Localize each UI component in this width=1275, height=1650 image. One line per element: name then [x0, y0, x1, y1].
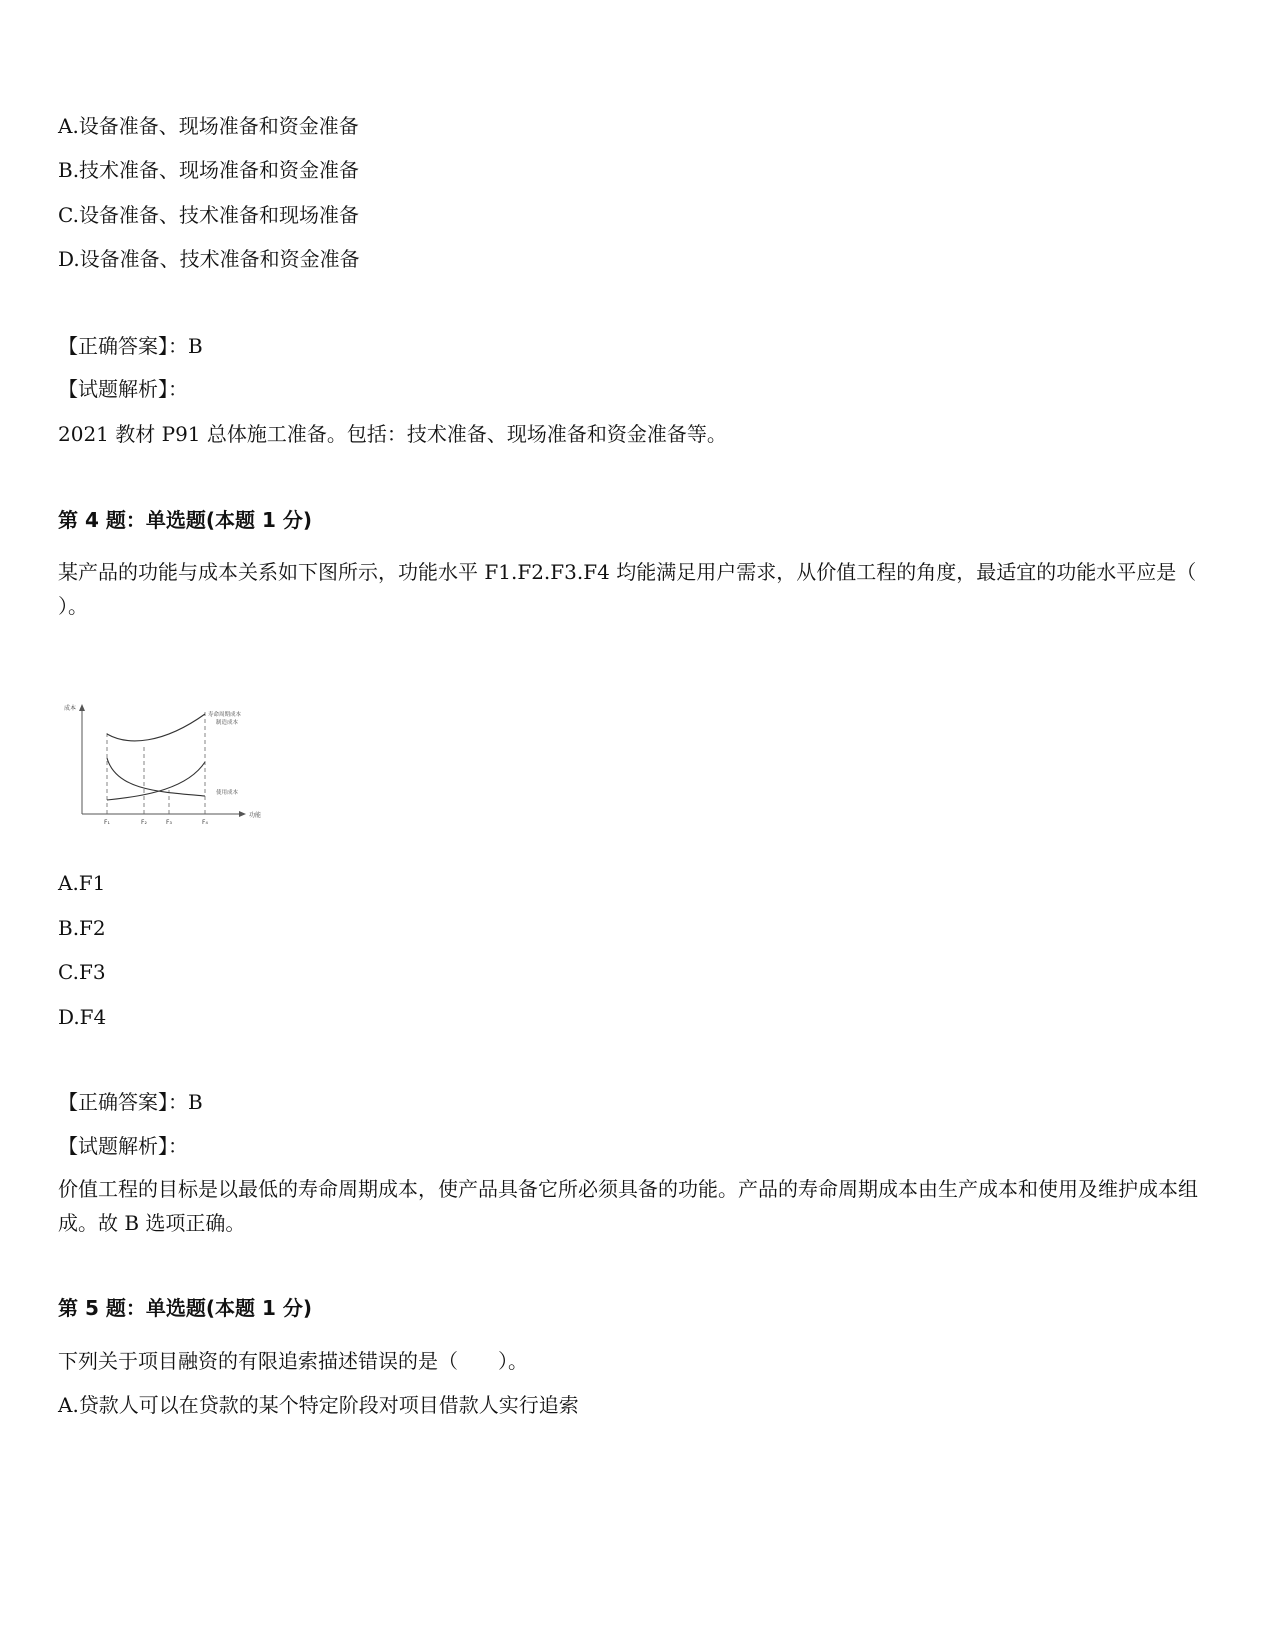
q3-option-c: C.设备准备、技术准备和现场准备 [58, 203, 359, 227]
q3-option-d: D.设备准备、技术准备和资金准备 [58, 247, 360, 271]
q3-answer: 【正确答案】：B [58, 334, 203, 358]
q4-option-b: B.F2 [58, 916, 106, 940]
q3-option-b: B.技术准备、现场准备和资金准备 [58, 158, 360, 182]
q3-analysis: 2021 教材 P91 总体施工准备。包括：技术准备、现场准备和资金准备等。 [58, 422, 727, 446]
x-tick-f1: F₁ [104, 819, 110, 826]
q4-option-a: A.F1 [58, 871, 106, 895]
x-tick-f4: F₄ [202, 819, 208, 826]
x-tick-f2: F₂ [141, 819, 147, 826]
usage-cost-label: 使用成本 [216, 790, 239, 796]
q5-heading: 第 5 题：单选题(本题 1 分) [58, 1296, 312, 1320]
lifecycle-cost-curve [107, 714, 205, 741]
q5-stem: 下列关于项目融资的有限追索描述错误的是（ ）。 [58, 1349, 528, 1373]
cost-function-figure [58, 700, 268, 840]
q4-analysis-label: 【试题解析】： [58, 1134, 188, 1158]
q4-analysis: 价值工程的目标是以最低的寿命周期成本，使产品具备它所必须具备的功能。产品的寿命周期成本由生产成本和使用及维护成本组成。故 B 选项正确。 [58, 1177, 1198, 1235]
x-tick-f3: F₃ [166, 819, 172, 826]
q4-option-d: D.F4 [58, 1005, 107, 1029]
q5-option-a: A.贷款人可以在贷款的某个特定阶段对项目借款人实行追索 [58, 1393, 579, 1417]
lifecycle-cost-label: 寿命周期成本 [208, 712, 242, 718]
q4-heading: 第 4 题：单选题(本题 1 分) [58, 508, 312, 532]
q3-analysis-label: 【试题解析】： [58, 377, 188, 401]
q4-stem: 某产品的功能与成本关系如下图所示，功能水平 F1.F2.F3.F4 均能满足用户需求，从价值工程的角度，最适宜的功能水平应是（ ）。 [58, 560, 1197, 618]
y-axis-label: 成本 [64, 705, 77, 712]
q3-option-a: A.设备准备、现场准备和资金准备 [58, 114, 359, 138]
x-axis-label: 功能 [249, 812, 262, 819]
manufacture-cost-label: 制造成本 [216, 720, 239, 726]
q4-answer: 【正确答案】：B [58, 1090, 203, 1114]
q4-option-c: C.F3 [58, 960, 106, 984]
